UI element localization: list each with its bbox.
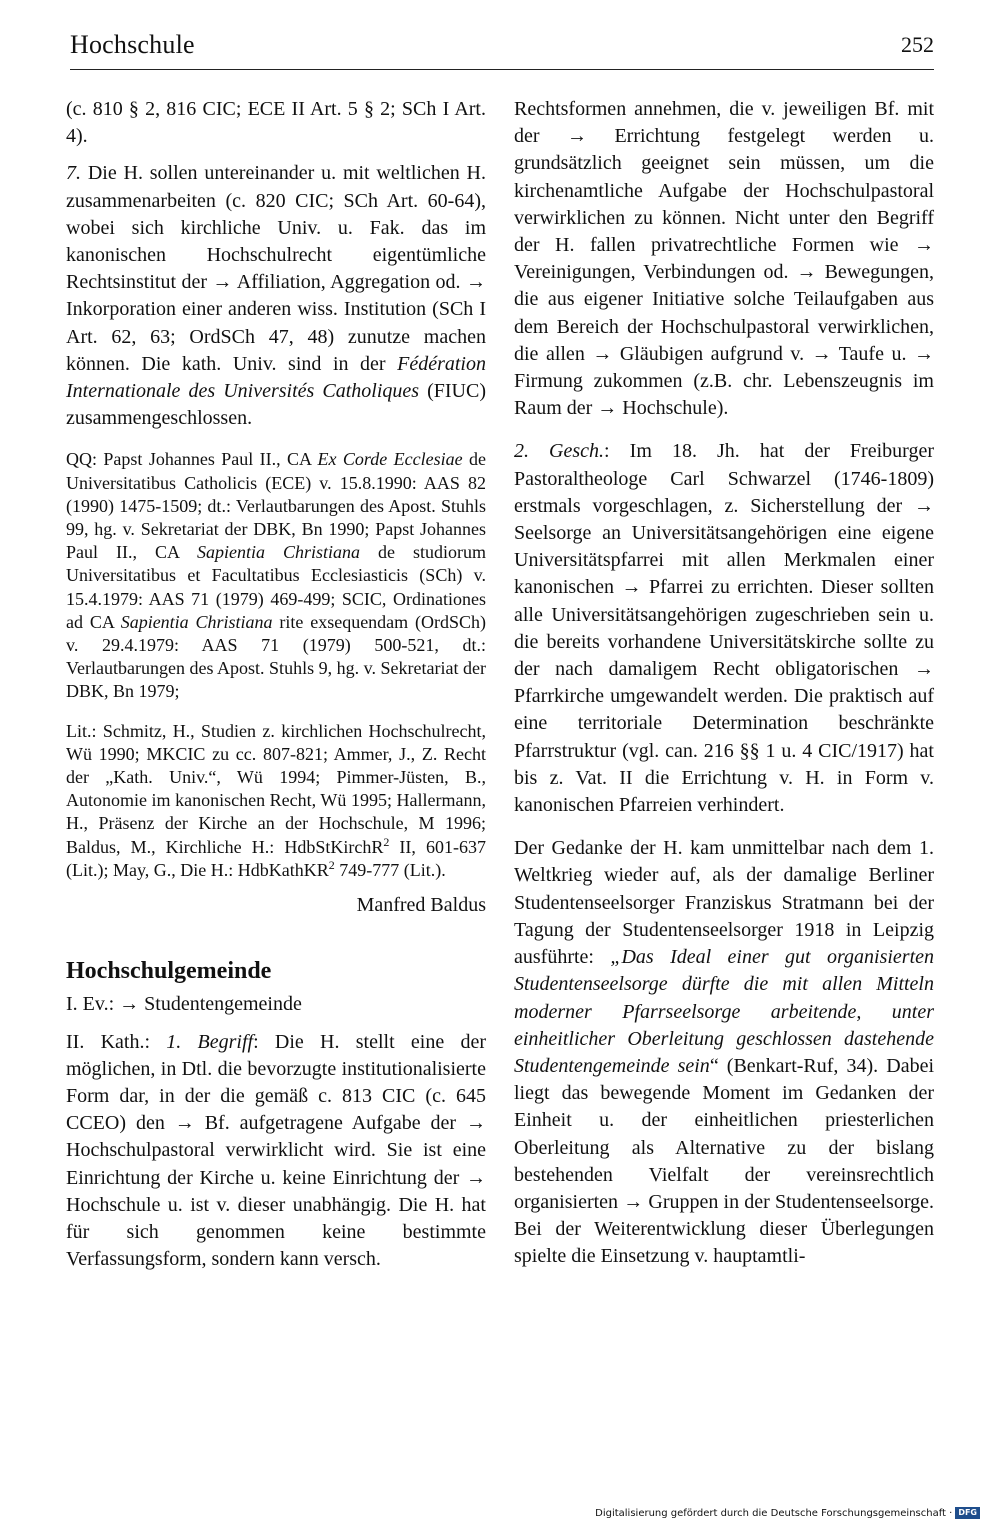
running-title: Hochschule	[70, 30, 195, 59]
cross-reference: I. Ev.: → Studentengemeinde	[66, 993, 302, 1016]
paragraph: Der Gedanke der H. kam unmittelbar nach dem 1. Weltkrieg wieder auf, als der damalige Berliner Studentenseelsorger Franziskus Stratmann bei der Tagung der Studentenseelsorger 1918 in Leipzig ausführte: „Das Ideal einer gut organisierten Studentenseelsorge dürfte die mit allen Mitteln moderner Pfarrseelsorge arbeitende, unter einheitlicher Oberleitung geschlossen dastehende Studentengemeinde sein“ (Benkart-Ruf, 34). Dabei liegt das bewegende Moment im Gedanken der Einheit u. der einheitlichen priesterlichen Oberleitung als Alternative zu der bislang bestehenden Vielfalt der vereinsrechtlich organisierten → Gruppen in der Studentenseelsorge. Bei der Weiterentwicklung dieser Überlegungen spielte die Einsetzung v. hauptamtli-	[514, 837, 935, 1268]
paragraph: 7. Die H. sollen untereinander u. mit weltlichen H. zusammenarbeiten (c. 820 CIC; SCh Art. 60-64), wobei sich kirchliche Univ. u. Fak. das im kanonischen Hochschulrecht eigentümliche Rechtsinstitut der → Affiliation, Aggregation od. → Inkorporation einer anderen wiss. Institution (SCh I Art. 62, 63; OrdSCh 47, 48) zunutze machen können. Die kath. Univ. sind in der Fédération Internationale des Universités Catholiques (FIUC) zusammengeschlossen.	[66, 162, 486, 430]
literature-paragraph: Lit.: Schmitz, H., Studien z. kirchlichen Hochschulrecht, Wü 1990; MKCIC zu cc. 807-821; Ammer, J., Z. Recht der „Kath. Univ.“, Wü 1994; Pimmer-Jüsten, B., Autonomie im kanonischen Recht, Wü 1995; Hallermann, H., Präsenz der Kirche an der Hochschule, M 1996; Baldus, M., Kirchliche H.: HdbStKirchR$^2$ II, 601-637 (Lit.); May, G., Die H.: HdbKathKR$^2$ 749-777 (Lit.).	[66, 720, 486, 880]
credit-text: Digitalisierung gefördert durch die Deutsche Forschungsgemeinschaft ·	[595, 1507, 953, 1519]
paragraph: Rechtsformen annehmen, die v. jeweiligen Bf. mit der → Errichtung festgelegt werden u. grundsätzlich geeignet sein müssen, um die kirchenamtliche Aufgabe der Hochschulpastoral verwirklichen zu können. Nicht unter den Begriff der H. fallen privatrechtliche Formen wie → Vereinigungen, Verbindungen od. → Bewegungen, die aus eigener Initiative solche Teilaufgaben aus dem Bereich der Hochschulpastoral verwirklichen, die allen → Gläubigen aufgrund v. → Taufe u. → Firmung zukommen (z.B. chr. Lebenszeugnis im Raum der → Hochschule).	[514, 98, 934, 420]
page-number: 252	[901, 32, 934, 57]
paragraph: 2. Gesch.: Im 18. Jh. hat der Freiburger Pastoraltheologe Carl Schwarzel (1746-1809) erstmals vorgeschlagen, z. Sicherstellung der → Seelsorge an Universitätsangehörigen eine eigene Universitätspfarrei mit allen Merkmalen einer kanonischen → Pfarrei zu errichten. Dieser sollten alle Universitätsangehörigen zugeschrieben sein u. die bereits vorhandene Universitätskirche sollte zu der nach damaligem Recht obligatorischen → Pfarrkirche umgewandelt werden. Die praktisch auf eine territoriale Determination beschränkte Pfarrstruktur (vgl. can. 216 §§ 1 u. 4 CIC/1917) hat bis z. Vat. II die Errichtung v. H. in Form v. kanonischen Pfarreien verhindert.	[514, 440, 934, 817]
header-rule	[70, 69, 934, 70]
right-column	[514, 96, 934, 1271]
dfg-logo-icon: DFG	[955, 1507, 980, 1519]
digitization-credit	[595, 1507, 980, 1519]
paragraph: (c. 810 § 2, 816 CIC; ECE II Art. 5 § 2; SCh I Art. 4).	[66, 98, 486, 148]
running-header	[70, 30, 934, 70]
sources-paragraph: QQ: Papst Johannes Paul II., CA Ex Corde Ecclesiae de Universitatibus Catholicis (ECE) v. 15.8.1990: AAS 82 (1990) 1475-1509; dt.: Verlautbarungen des Apost. Stuhls 99, hg. v. Sekretariat der DBK, Bn 1990; Papst Johannes Paul II., CA Sapientia Christiana de studiorum Universitatibus et Facultatibus Ecclesiasticis (SCh) v. 15.4.1979: AAS 71 (1979) 469-499; SCIC, Ordinationes ad CA Sapientia Christiana rite exsequendam (OrdSCh) v. 29.4.1979: AAS 71 (1979) 500-521, dt.: Verlautbarungen des Apost. Stuhls 9, hg. v. Sekretariat der DBK, Bn 1979;	[66, 449, 487, 702]
entry-title: Hochschulgemeinde	[66, 958, 272, 985]
left-column	[66, 96, 486, 1273]
author-name: Manfred Baldus	[356, 894, 486, 917]
paragraph: II. Kath.: 1. Begriff: Die H. stellt eine der möglichen, in Dtl. die bevorzugte institutionalisierte Form dar, in der die gemäß c. 813 CIC (c. 645 CCEO) den → Bf. aufgetragene Aufgabe der → Hochschulpastoral verwirklicht wird. Sie ist eine Einrichtung der Kirche u. keine Einrichtung der → Hochschule u. ist v. dieser unabhängig. Die H. hat für sich genommen keine bestimmte Verfassungsform, sondern kann versch.	[66, 1030, 486, 1271]
